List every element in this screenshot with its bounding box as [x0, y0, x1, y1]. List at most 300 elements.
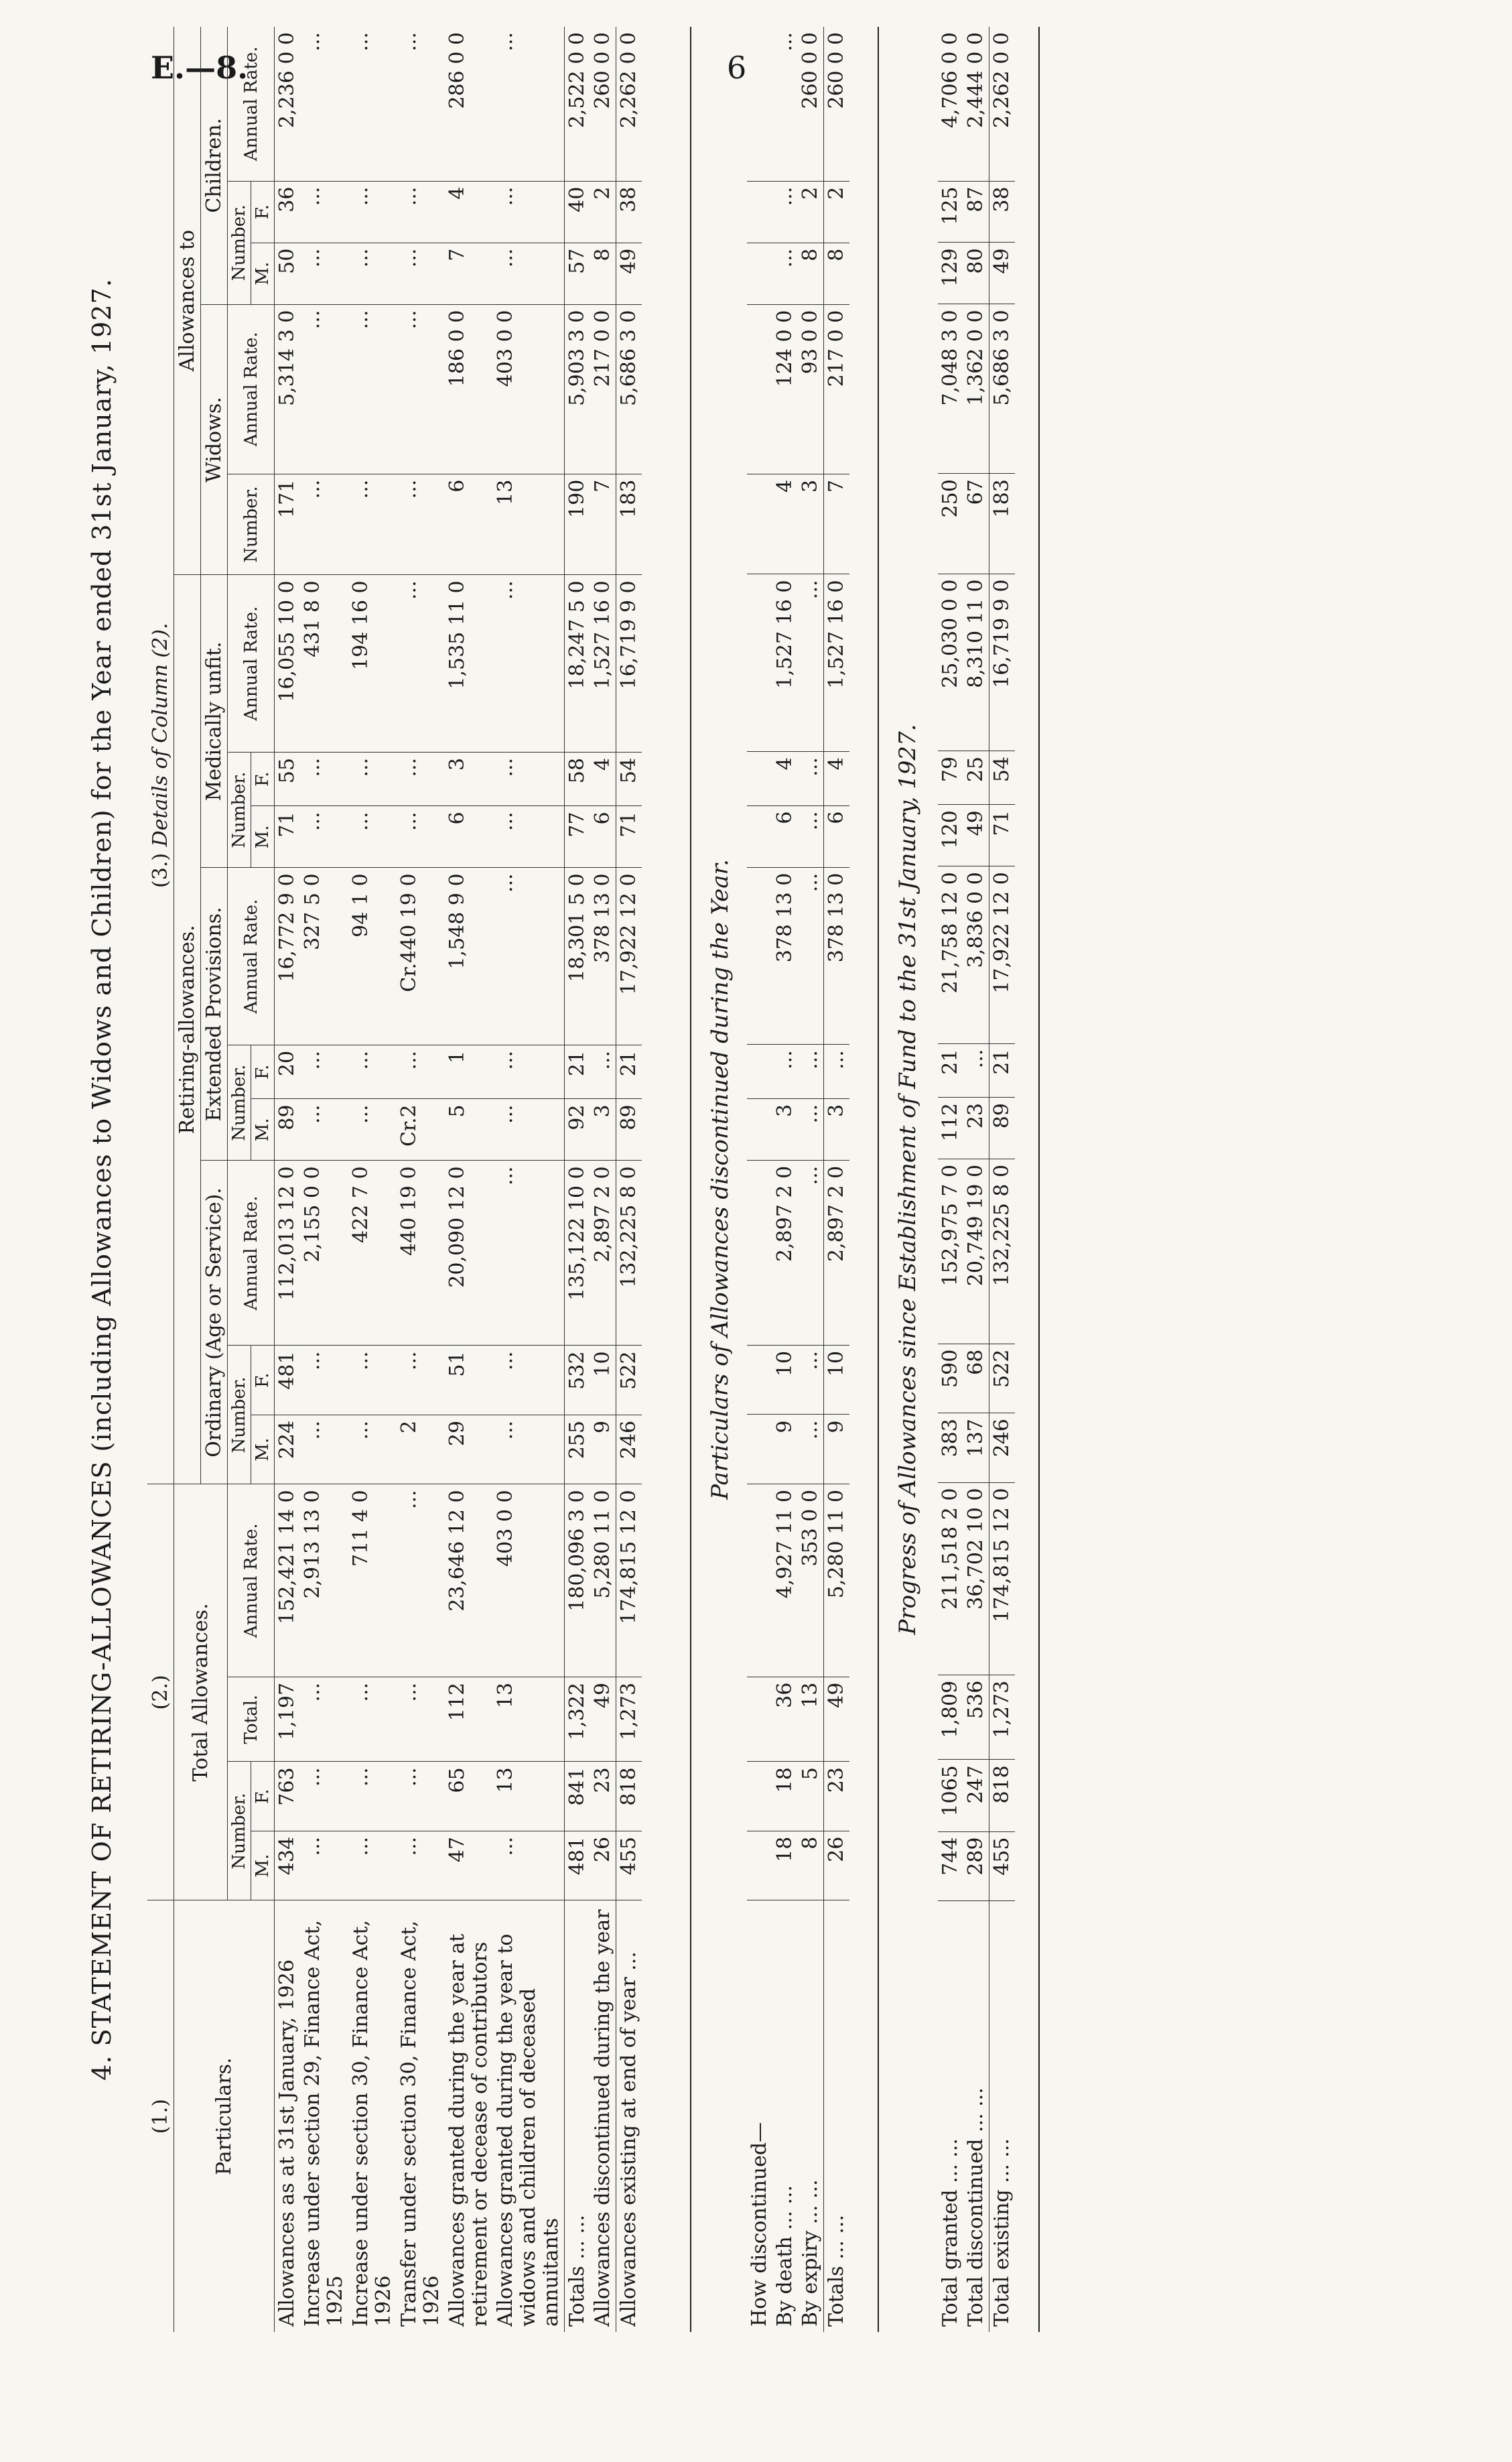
table-cell: 217 0 0	[824, 304, 850, 474]
statement-title: 4. STATEMENT OF RETIRING-ALLOWANCES (including Allowances to Widows and Children) for the Year ended 31st January, 1927.	[87, 278, 117, 2081]
table-cell: 3	[824, 1098, 850, 1160]
table-cell: 5,280 11 0	[590, 1484, 616, 1677]
table-cell: 2,236 0 0	[275, 27, 301, 181]
table-cell: 10	[590, 1346, 616, 1415]
table-row	[397, 27, 445, 2332]
table-row	[348, 27, 397, 2332]
table-cell: 112,013 12 0	[275, 1161, 301, 1346]
table-cell: 818	[616, 1762, 642, 1831]
discontinued-table	[747, 27, 849, 2332]
table-cell: 36,702 10 0	[963, 1482, 989, 1675]
table-cell: 6	[445, 806, 493, 868]
table-cell: 2,897 2 0	[772, 1160, 798, 1345]
table-cell: 3	[772, 1098, 798, 1160]
table-cell: 47	[445, 1831, 493, 1900]
table-cell: ...	[798, 1415, 824, 1484]
number-header: Number.	[228, 1045, 251, 1161]
table-cell: ...	[348, 752, 397, 806]
table-cell: 21	[989, 1043, 1016, 1097]
table-cell: 711 4 0	[348, 1484, 397, 1677]
table-cell: 36	[772, 1677, 798, 1762]
table-cell: 431 8 0	[300, 575, 348, 753]
children-header: Children.	[201, 27, 228, 304]
table-cell: 112	[445, 1677, 493, 1762]
table-cell: 1	[445, 1045, 493, 1099]
table-cell: 18	[772, 1762, 798, 1831]
table-cell: 16,055 10 0	[275, 575, 301, 753]
table-cell: 71	[275, 806, 301, 868]
table-cell: 5	[798, 1762, 824, 1831]
table-cell: 17,922 12 0	[616, 868, 642, 1045]
table-row	[275, 27, 301, 2332]
table-cell: 87	[963, 181, 989, 243]
table-cell: 23	[824, 1762, 850, 1831]
table-cell: ...	[300, 1099, 348, 1161]
table-cell: 481	[275, 1346, 301, 1415]
table-cell: 1,527 16 0	[772, 574, 798, 752]
table-cell: 378 13 0	[590, 868, 616, 1045]
table-cell: 26	[824, 1831, 850, 1900]
table-cell: ...	[798, 752, 824, 806]
table-cell: 38	[616, 181, 642, 243]
table-cell: 434	[275, 1831, 301, 1900]
bottom-rule	[1038, 27, 1040, 2332]
table-cell: 129	[938, 243, 963, 304]
table-row	[300, 27, 348, 2332]
table-cell: 403 0 0	[493, 304, 565, 474]
table-cell: 2	[824, 181, 850, 243]
table-cell: 7	[824, 474, 850, 574]
m-header: M.	[251, 1415, 275, 1484]
table-cell: 2,262 0 0	[989, 27, 1016, 181]
m-header: M.	[251, 1831, 275, 1900]
table-cell: 4,706 0 0	[938, 27, 963, 181]
table-cell: 152,421 14 0	[275, 1484, 301, 1677]
table-cell: 93 0 0	[798, 304, 824, 474]
table-cell: ...	[397, 752, 445, 806]
table-cell: 2,897 2 0	[824, 1160, 850, 1345]
table-cell: ...	[397, 181, 445, 243]
table-cell: 58	[565, 752, 591, 806]
progress-rows	[938, 27, 1015, 2332]
table-cell: ...	[348, 243, 397, 304]
section-rule	[878, 27, 879, 2332]
table-cell: ...	[300, 27, 348, 181]
annual-rate-header: Annual Rate.	[228, 1161, 275, 1346]
table-cell: 8	[824, 243, 850, 304]
table-cell: 455	[989, 1831, 1016, 1900]
table-cell: ...	[397, 304, 445, 474]
table-cell: 250	[938, 474, 963, 574]
table-cell: 1,527 16 0	[824, 574, 850, 752]
table-cell: ...	[300, 474, 348, 575]
progress-table	[938, 27, 1015, 2332]
table-cell: 29	[445, 1415, 493, 1484]
table-cell: 13	[493, 1762, 565, 1831]
table-cell: ...	[493, 1346, 565, 1415]
table-cell: 8	[798, 243, 824, 304]
section-title-progress: Progress of Allowances since Establishment of Fund to the 31st January, 1927.	[894, 724, 921, 1635]
table-cell: 49	[963, 805, 989, 866]
row-label: Total existing ... ...	[989, 1900, 1016, 2332]
table-cell: ...	[493, 1161, 565, 1346]
table-cell: ...	[348, 1099, 397, 1161]
table-cell: 536	[963, 1675, 989, 1759]
table-cell: 21	[938, 1043, 963, 1097]
m-header: M.	[251, 243, 275, 304]
table-cell: 403 0 0	[493, 1484, 565, 1677]
table-cell: ...	[772, 181, 798, 243]
table-cell: ...	[300, 243, 348, 304]
table-cell: ...	[348, 1677, 397, 1762]
table-cell: ...	[772, 1045, 798, 1099]
table-cell: 841	[565, 1762, 591, 1831]
table-cell: 3	[590, 1099, 616, 1161]
table-cell: ...	[348, 1346, 397, 1415]
table-cell: Cr.2	[397, 1099, 445, 1161]
table-cell: 16,772 9 0	[275, 868, 301, 1045]
number-header: Number.	[228, 1762, 251, 1900]
number-header: Number.	[228, 474, 275, 575]
ordinary-header: Ordinary (Age or Service).	[201, 1161, 228, 1484]
table-cell: 260 0 0	[824, 27, 850, 181]
table-cell: ...	[798, 1045, 824, 1099]
number-header: Number.	[228, 181, 251, 304]
table-cell: 7,048 3 0	[938, 304, 963, 474]
table-cell: ...	[590, 1045, 616, 1099]
table-cell: ...	[300, 304, 348, 474]
table-cell: 522	[989, 1344, 1016, 1413]
row-label: Total granted ... ...	[939, 2138, 962, 2327]
table-cell	[747, 304, 772, 474]
table-cell: ...	[348, 1831, 397, 1900]
table-row	[798, 27, 824, 2332]
table-cell: ...	[824, 1045, 850, 1099]
table-cell: 125	[938, 181, 963, 243]
table-cell: 55	[275, 752, 301, 806]
table-cell: ...	[348, 1045, 397, 1099]
table-cell	[747, 1345, 772, 1415]
medically-header: Medically unfit.	[201, 575, 228, 868]
table-cell: ...	[397, 575, 445, 753]
table-cell: ...	[397, 1831, 445, 1900]
table-cell: 21,758 12 0	[938, 866, 963, 1043]
annual-rate-header: Annual Rate.	[228, 1484, 275, 1677]
table-cell: 1065	[938, 1760, 963, 1831]
table-cell: 16,719 9 0	[616, 575, 642, 753]
table-cell: 9	[772, 1415, 798, 1484]
table-cell: 71	[616, 806, 642, 868]
table-cell: ...	[772, 243, 798, 304]
table-cell: 190	[565, 474, 591, 575]
table-row	[445, 27, 493, 2332]
table-cell: 440 19 0	[397, 1161, 445, 1346]
table-cell: ...	[300, 1762, 348, 1831]
table-row	[938, 27, 963, 2332]
table-cell: 378 13 0	[772, 867, 798, 1045]
table-cell: 80	[963, 243, 989, 304]
row-label: Increase under section 29, Finance Act, 1925	[301, 1920, 347, 2327]
table-cell: ...	[397, 474, 445, 575]
table-row	[616, 27, 642, 2332]
table-cell: ...	[772, 27, 798, 181]
table-cell: 522	[616, 1346, 642, 1415]
table-cell: 1,535 11 0	[445, 575, 493, 753]
table-cell: 21	[616, 1045, 642, 1099]
table-cell: 3,836 0 0	[963, 866, 989, 1043]
table-cell: 20,090 12 0	[445, 1161, 493, 1346]
table-cell: 2	[590, 181, 616, 243]
table-cell: 5,314 3 0	[275, 304, 301, 474]
table-cell: 5	[445, 1099, 493, 1161]
table-cell: ...	[300, 1045, 348, 1099]
number-header: Number.	[228, 1346, 251, 1484]
table-cell: ...	[798, 1160, 824, 1345]
table-cell: ...	[798, 574, 824, 752]
row-label: How discontinued—	[748, 2122, 771, 2327]
table-cell: ...	[300, 752, 348, 806]
table-cell: 194 16 0	[348, 575, 397, 753]
table-cell: 2	[397, 1415, 445, 1484]
table-cell: 26	[590, 1831, 616, 1900]
table-cell: 112	[938, 1097, 963, 1159]
table-cell: 17,922 12 0	[989, 866, 1016, 1043]
table-cell	[747, 1415, 772, 1484]
table-cell: ...	[300, 1346, 348, 1415]
table-cell: 4	[445, 181, 493, 243]
table-cell: 49	[824, 1677, 850, 1762]
f-header: F.	[251, 1346, 275, 1415]
table-row	[963, 27, 989, 2332]
table-cell: 1,527 16 0	[590, 575, 616, 753]
table-cell: 4	[590, 752, 616, 806]
table-cell: 77	[565, 806, 591, 868]
table-cell: 174,815 12 0	[989, 1482, 1016, 1675]
table-cell: 18	[772, 1831, 798, 1900]
table-cell: ...	[493, 806, 565, 868]
table-cell	[747, 867, 772, 1045]
table-cell: 13	[798, 1677, 824, 1762]
table-cell: ...	[493, 1045, 565, 1099]
table-cell: 10	[824, 1345, 850, 1415]
number-header: Number.	[228, 752, 251, 868]
table-cell: 217 0 0	[590, 304, 616, 474]
table-cell: 9	[824, 1415, 850, 1484]
table-cell: 23,646 12 0	[445, 1484, 493, 1677]
section-rule	[690, 27, 691, 2332]
table-cell: 7	[590, 474, 616, 575]
table-cell: 2,897 2 0	[590, 1161, 616, 1346]
f-header: F.	[251, 752, 275, 806]
table-cell: ...	[397, 1045, 445, 1099]
table-cell: 481	[565, 1831, 591, 1900]
page-number: 6	[727, 50, 747, 86]
row-label: Totals ... ...	[824, 1900, 850, 2332]
table-cell	[747, 752, 772, 806]
table-cell	[747, 1160, 772, 1345]
annual-rate-header: Annual Rate.	[228, 27, 275, 181]
row-label: By expiry ... ...	[799, 2179, 822, 2327]
table-cell: 40	[565, 181, 591, 243]
table-cell: 18,301 5 0	[565, 868, 591, 1045]
table-cell: 183	[616, 474, 642, 575]
table-cell: 2,913 13 0	[300, 1484, 348, 1677]
table-cell: 124 0 0	[772, 304, 798, 474]
table-cell: 2,522 0 0	[565, 27, 591, 181]
table-cell	[747, 1762, 772, 1831]
table-cell: ...	[348, 304, 397, 474]
table-cell: ...	[798, 1098, 824, 1160]
table-cell: ...	[798, 867, 824, 1045]
table-cell: 71	[989, 805, 1016, 866]
table-cell: 1,273	[989, 1675, 1016, 1759]
table-cell: 744	[938, 1831, 963, 1900]
table-cell: 183	[989, 474, 1016, 574]
table-cell: 49	[616, 243, 642, 304]
table-cell: ...	[348, 181, 397, 243]
table-cell: 2,155 0 0	[300, 1161, 348, 1346]
row-label: Total discontinued ... ...	[964, 2087, 987, 2327]
table-cell: ...	[397, 27, 445, 181]
table-cell: 4	[824, 752, 850, 806]
table-cell: ...	[397, 1762, 445, 1831]
table-cell: 171	[275, 474, 301, 575]
table-cell: 2,444 0 0	[963, 27, 989, 181]
table-cell: 378 13 0	[824, 867, 850, 1045]
table-cell: 7	[445, 243, 493, 304]
main-rows	[275, 27, 642, 2332]
row-label: Allowances granted during the year at retirement or decease of contributors	[445, 1933, 492, 2327]
row-label: Allowances as at 31st January, 1926	[275, 1959, 299, 2327]
table-cell: 2,262 0 0	[616, 27, 642, 181]
table-cell: 23	[963, 1097, 989, 1159]
table-cell: 132,225 8 0	[989, 1159, 1016, 1344]
row-label: Totals ... ...	[565, 1900, 591, 2332]
table-cell: 9	[590, 1415, 616, 1484]
table-cell: 94 1 0	[348, 868, 397, 1045]
table-cell: ...	[493, 1099, 565, 1161]
table-cell: 1,362 0 0	[963, 304, 989, 474]
table-row	[590, 27, 616, 2332]
row-label: Increase under section 30, Finance Act, 1926	[349, 1920, 395, 2327]
table-cell: ...	[348, 1415, 397, 1484]
table-cell: 590	[938, 1344, 963, 1413]
table-cell: 65	[445, 1762, 493, 1831]
table-cell: ...	[348, 1762, 397, 1831]
row-label: Allowances existing at end of year ...	[616, 1900, 642, 2332]
table-cell: 18,247 5 0	[565, 575, 591, 753]
table-cell: ...	[300, 1677, 348, 1762]
annual-rate-header: Annual Rate.	[228, 575, 275, 753]
table-cell: 1,197	[275, 1677, 301, 1762]
table-cell: 13	[493, 474, 565, 575]
table-cell: 89	[616, 1099, 642, 1161]
col3-header: (3.) Details of Column (2).	[147, 27, 174, 1484]
section-title-discontinued: Particulars of Allowances discontinued during the Year.	[707, 859, 734, 1500]
table-cell: 36	[275, 181, 301, 243]
table-cell: 57	[565, 243, 591, 304]
table-cell: 137	[963, 1413, 989, 1482]
table-cell: 20	[275, 1045, 301, 1099]
table-cell: ...	[300, 1831, 348, 1900]
f-header: F.	[251, 1045, 275, 1099]
table-cell: 54	[616, 752, 642, 806]
row-label: By death ... ...	[773, 2185, 797, 2327]
table-cell: ...	[397, 1484, 445, 1677]
f-header: F.	[251, 1762, 275, 1831]
table-cell: ...	[348, 474, 397, 575]
table-cell: 353 0 0	[798, 1484, 824, 1677]
table-cell: 2	[798, 181, 824, 243]
table-cell: 51	[445, 1346, 493, 1415]
table-cell: 89	[989, 1097, 1016, 1159]
document-code: E.—8.	[151, 50, 249, 86]
table-cell: ...	[798, 805, 824, 867]
table-cell: 6	[824, 805, 850, 867]
table-cell	[747, 181, 772, 243]
table-cell: 1,548 9 0	[445, 868, 493, 1045]
m-header: M.	[251, 1099, 275, 1161]
table-cell: ...	[493, 243, 565, 304]
particulars-header: Particulars.	[174, 1900, 275, 2332]
table-cell: 327 5 0	[300, 868, 348, 1045]
table-cell	[747, 474, 772, 574]
table-cell: 255	[565, 1415, 591, 1484]
table-cell: 20,749 19 0	[963, 1159, 989, 1344]
table-cell: 13	[493, 1677, 565, 1762]
table-cell: 763	[275, 1762, 301, 1831]
table-cell: ...	[493, 27, 565, 181]
table-cell: 49	[989, 243, 1016, 304]
table-cell: 4,927 11 0	[772, 1484, 798, 1677]
table-cell: 1,322	[565, 1677, 591, 1762]
table-cell: 54	[989, 751, 1016, 804]
table-cell: 211,518 2 0	[938, 1482, 963, 1675]
total-allowances-header: Total Allowances.	[174, 1484, 228, 1900]
table-cell: 532	[565, 1346, 591, 1415]
table-cell: 260 0 0	[590, 27, 616, 181]
table-cell: 289	[963, 1831, 989, 1900]
table-cell: ...	[493, 752, 565, 806]
table-cell: 49	[590, 1677, 616, 1762]
table-cell: 120	[938, 805, 963, 866]
table-cell: ...	[397, 1346, 445, 1415]
table-cell	[747, 27, 772, 181]
table-cell	[747, 1484, 772, 1677]
table-cell: ...	[397, 243, 445, 304]
table-cell: ...	[300, 1415, 348, 1484]
table-cell: ...	[493, 575, 565, 753]
widows-header: Widows.	[201, 304, 228, 575]
table-cell: ...	[348, 806, 397, 868]
table-cell: ...	[300, 181, 348, 243]
table-cell	[747, 243, 772, 304]
table-cell: 8	[590, 243, 616, 304]
table-cell: ...	[963, 1043, 989, 1097]
table-cell: ...	[493, 1831, 565, 1900]
table-cell: 21	[565, 1045, 591, 1099]
table-row	[772, 27, 798, 2332]
table-cell: 383	[938, 1413, 963, 1482]
table-cell: Cr.440 19 0	[397, 868, 445, 1045]
table-cell: 4	[772, 474, 798, 574]
table-cell	[747, 1045, 772, 1099]
discontinued-rows	[747, 27, 849, 2332]
table-cell: 818	[989, 1760, 1016, 1831]
table-cell: 25	[963, 751, 989, 804]
table-cell: 10	[772, 1345, 798, 1415]
table-cell: 180,096 3 0	[565, 1484, 591, 1677]
